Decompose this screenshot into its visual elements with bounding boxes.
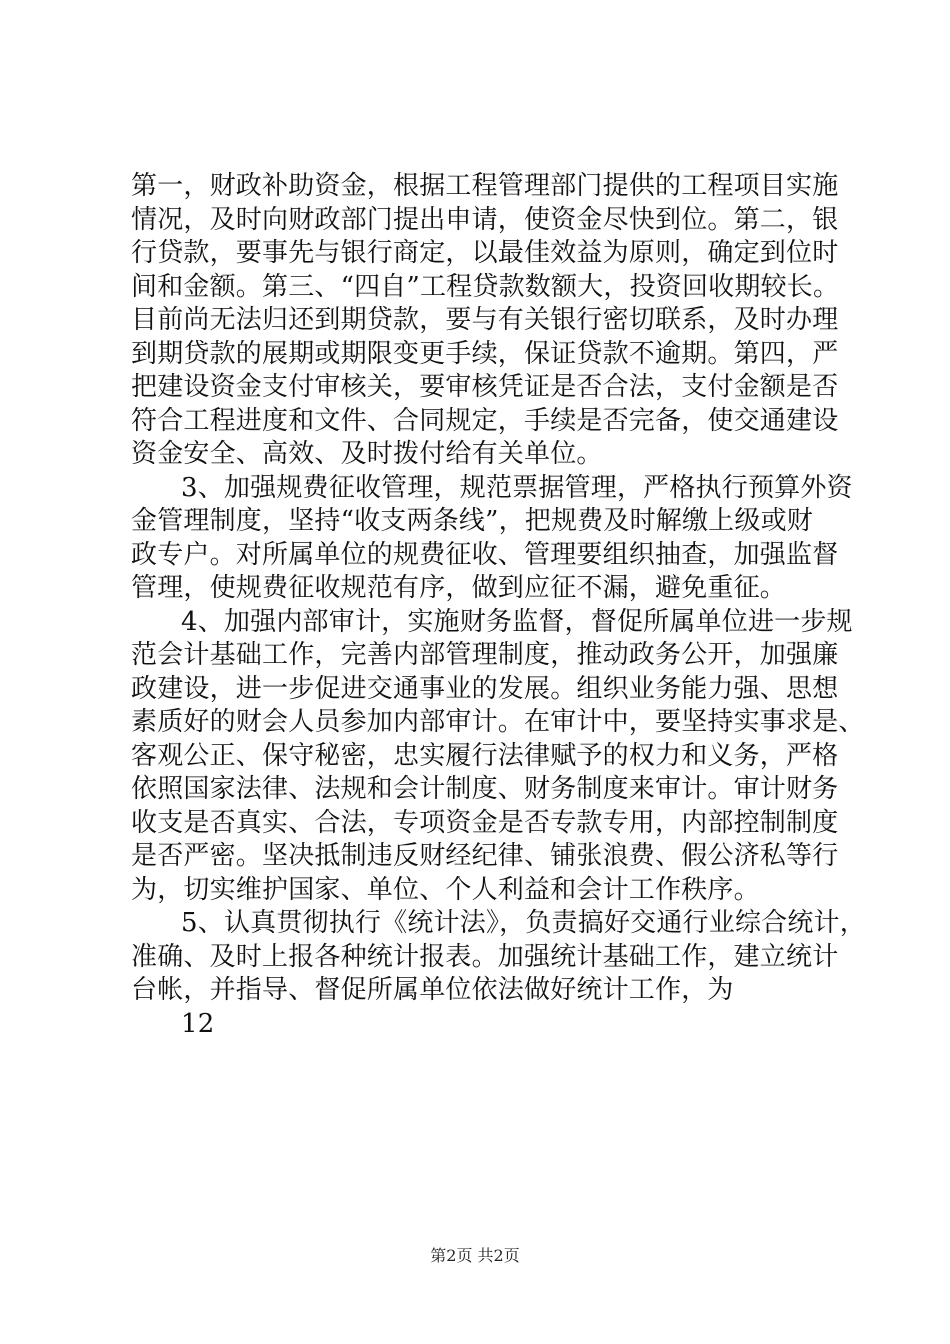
text-line: 政建设，进一步促进交通事业的发展。组织业务能力强、思想	[131, 673, 839, 704]
text-line: 把建设资金支付审核关，要审核凭证是否合法，支付金额是否	[131, 372, 839, 402]
page-footer: 第2页 共2页	[430, 1246, 520, 1265]
text-line: 资金安全、高效、及时拨付给有关单位。	[131, 439, 603, 469]
document-body	[131, 170, 921, 1041]
text-line: 情况，及时向财政部门提出申请，使资金尽快到位。第二，银	[131, 204, 839, 235]
text-line: 范会计基础工作，完善内部管理制度，推动政务公开，加强廉	[131, 640, 839, 670]
text-line: 是否严密。坚决抵制违反财经纪律、铺张浪费、假公济私等行	[131, 841, 839, 871]
text-line: 收支是否真实、合法，专项资金是否专款专用，内部控制制度	[131, 807, 839, 838]
text-line: 行贷款，要事先与银行商定，以最佳效益为原则，确定到位时	[131, 238, 839, 268]
text-line: 符合工程进度和文件、合同规定，手续是否完备，使交通建设	[131, 405, 839, 436]
text-line: 为，切实维护国家、单位、个人利益和会计工作秩序。	[131, 874, 760, 905]
text-line: 素质好的财会人员参加内部审计。在审计中，要坚持实事求是、	[131, 707, 865, 737]
paragraph-3-start: 3、加强规费征收管理，规范票据管理，严格执行预算外资	[181, 472, 853, 503]
text-line: 客观公正、保守秘密，忠实履行法律赋予的权力和义务，严格	[131, 740, 839, 771]
text-line: 到期贷款的展期或期限变更手续，保证贷款不逾期。第四，严	[131, 338, 839, 369]
text-line: 准确、及时上报各种统计报表。加强统计基础工作，建立统计	[131, 941, 839, 972]
text-line: 依照国家法律、法规和会计制度、财务制度来审计。审计财务	[131, 774, 839, 804]
text-line: 金管理制度，坚持“收支两条线”，把规费及时解缴上级或财	[131, 506, 813, 536]
text-line: 第一，财政补助资金，根据工程管理部门提供的工程项目实施	[131, 171, 839, 201]
text-line: 台帐，并指导、督促所属单位依法做好统计工作，为	[131, 975, 734, 1005]
paragraph-5-start: 5、认真贯彻执行《统计法》，负责搞好交通行业综合统计，	[181, 908, 866, 938]
text-line: 间和金额。第三、“四自”工程贷款数额大，投资回收期较长。	[131, 271, 840, 302]
text-line: 管理，使规费征收规范有序，做到应征不漏，避免重征。	[131, 573, 787, 603]
text-line: 目前尚无法归还到期贷款，要与有关银行密切联系，及时办理	[131, 305, 839, 335]
stray-number: 12	[181, 1008, 215, 1039]
text-line: 政专户。对所属单位的规费征收、管理要组织抽查，加强监督	[131, 539, 839, 570]
paragraph-4-start: 4、加强内部审计，实施财务监督，督促所属单位进一步规	[181, 606, 853, 637]
